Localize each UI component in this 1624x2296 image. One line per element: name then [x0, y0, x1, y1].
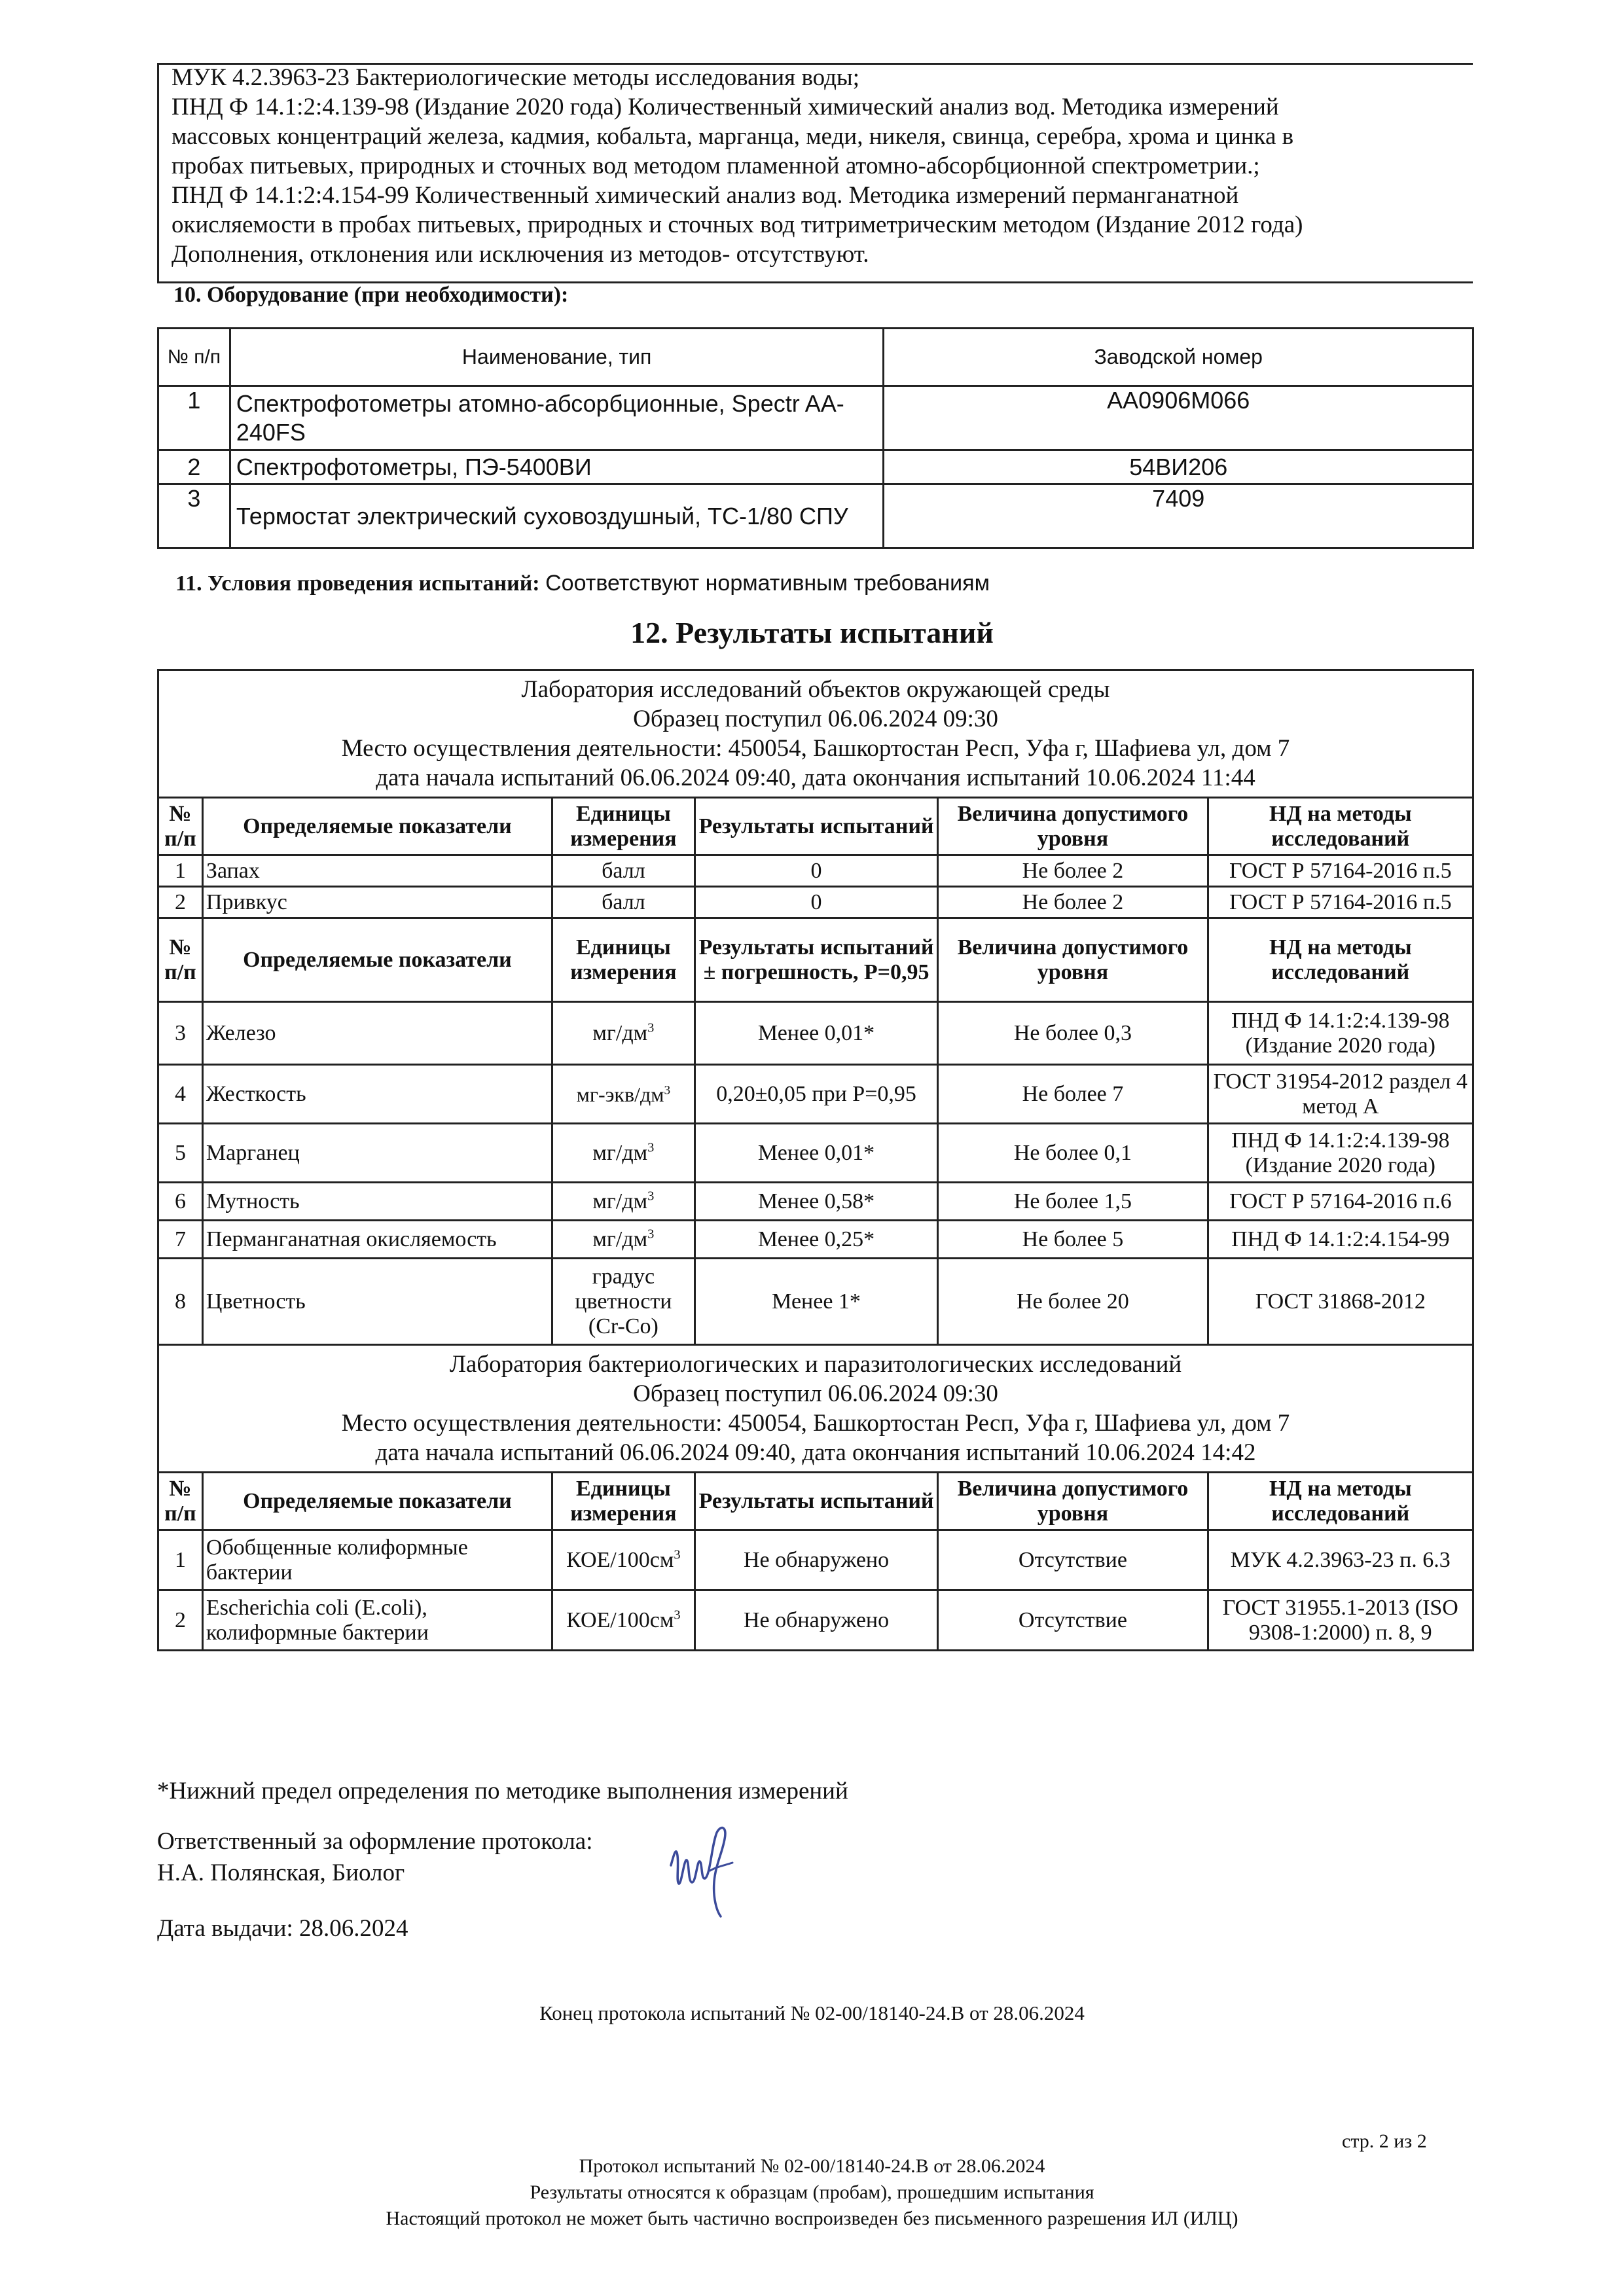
col-limit: Величина допустимого уровня — [938, 798, 1208, 855]
responsible-person: Н.А. Полянская, Биолог — [157, 1859, 405, 1886]
col-units: Единицы измерения — [552, 798, 695, 855]
row-nd: ГОСТ 31868-2012 — [1208, 1259, 1473, 1345]
row-num: 4 — [158, 1065, 203, 1124]
col-units: Единицы измерения — [552, 1473, 695, 1530]
col-limit: Величина допустимого уровня — [938, 918, 1208, 1002]
conditions-value: Соответствуют нормативным требованиям — [545, 571, 990, 596]
equipment-row — [158, 484, 1473, 548]
methods-line: массовых концентраций железа, кадмия, кобальта, марганца, меди, никеля, свинца, серебра, хрома и цинка в — [171, 123, 1294, 150]
row-limit: Не более 7 — [938, 1065, 1208, 1124]
methods-line: пробах питьевых, природных и сточных вод методом пламенной атомно-абсорбционной спектрометрии.; — [171, 152, 1260, 179]
end-of-protocol: Конец протокола испытаний № 02-00/18140-24.В от 28.06.2024 — [539, 2001, 1085, 2024]
col-num: № п/п — [158, 1473, 203, 1530]
methods-line: ПНД Ф 14.1:2:4.154-99 Количественный химический анализ вод. Методика измерений перманганатной — [171, 182, 1239, 209]
equipment-serial: 54ВИ206 — [884, 450, 1473, 484]
row-num: 2 — [158, 1590, 203, 1651]
conditions-label: 11. Условия проведения испытаний: — [175, 571, 540, 596]
row-limit: Не более 2 — [938, 855, 1208, 887]
row-nd: ГОСТ Р 57164-2016 п.5 — [1208, 887, 1473, 918]
col-indicator: Определяемые показатели — [202, 1473, 552, 1530]
col-result: Результаты испытаний — [695, 798, 937, 855]
lab1-info — [158, 670, 1473, 798]
page-number: стр. 2 из 2 — [1342, 2130, 1427, 2152]
methods-line: ПНД Ф 14.1:2:4.139-98 (Издание 2020 года) Количественный химический анализ вод. Методика измерений — [171, 94, 1279, 120]
row-num: 5 — [158, 1124, 203, 1183]
row-indicator: Цветность — [202, 1259, 552, 1345]
results-table — [157, 669, 1474, 1651]
responsible-block — [157, 1826, 593, 1889]
col-limit: Величина допустимого уровня — [938, 1473, 1208, 1530]
col-num: № п/п — [158, 918, 203, 1002]
row-units: $мг/дм^3$ — [552, 1124, 695, 1183]
row-units: $мг/дм^3$ — [552, 1183, 695, 1221]
row-nd: МУК 4.2.3963-23 п. 6.3 — [1208, 1530, 1473, 1590]
lab1-name: Лаборатория исследований объектов окружающей среды — [521, 676, 1110, 703]
row-indicator: Привкус — [202, 887, 552, 918]
row-limit: Не более 20 — [938, 1259, 1208, 1345]
signature-icon — [664, 1820, 743, 1924]
row-indicator: Обобщенные колиформные бактерии — [202, 1530, 552, 1590]
row-nd: ПНД Ф 14.1:2:4.139-98 (Издание 2020 года) — [1208, 1124, 1473, 1183]
responsible-label: Ответственный за оформление протокола: — [157, 1828, 593, 1855]
table-row — [158, 1221, 1473, 1259]
methods-left-rule — [157, 63, 159, 283]
footnote: *Нижний предел определения по методике выполнения измерений — [157, 1778, 848, 1804]
equipment-header-row — [158, 329, 1473, 386]
methods-line: Дополнения, отклонения или исключения из методов- отсутствуют. — [171, 241, 869, 268]
footer-line: Результаты относятся к образцам (пробам), прошедшим испытания — [530, 2181, 1094, 2203]
row-units: балл — [552, 855, 695, 887]
row-indicator: Мутность — [202, 1183, 552, 1221]
row-num: 6 — [158, 1183, 203, 1221]
table-row — [158, 1065, 1473, 1124]
col-indicator: Определяемые показатели — [202, 798, 552, 855]
page-footer — [0, 2153, 1624, 2232]
row-units: $мг/дм^3$ — [552, 1002, 695, 1065]
equipment-col-num: № п/п — [158, 329, 230, 386]
lab2-info-row — [158, 1345, 1473, 1473]
row-nd: ГОСТ 31955.1-2013 (ISO 9308-1:2000) п. 8, 9 — [1208, 1590, 1473, 1651]
row-indicator: Перманганатная окисляемость — [202, 1221, 552, 1259]
row-limit: Не более 5 — [938, 1221, 1208, 1259]
equipment-serial: AA0906M066 — [884, 386, 1473, 450]
issue-date: Дата выдачи: 28.06.2024 — [157, 1915, 408, 1942]
row-nd: ГОСТ Р 57164-2016 п.5 — [1208, 855, 1473, 887]
row-result: Менее 0,25* — [695, 1221, 937, 1259]
equipment-serial: 7409 — [884, 484, 1473, 548]
equipment-num: 3 — [158, 484, 230, 548]
col-indicator: Определяемые показатели — [202, 918, 552, 1002]
col-result: Результаты испытаний — [695, 1473, 937, 1530]
table-row — [158, 1530, 1473, 1590]
row-result: Менее 0,58* — [695, 1183, 937, 1221]
lab1-dates: дата начала испытаний 06.06.2024 09:40, дата окончания испытаний 10.06.2024 11:44 — [376, 764, 1255, 791]
table-row — [158, 1590, 1473, 1651]
row-result: Менее 0,01* — [695, 1002, 937, 1065]
row-units: КОЕ/$100см^3$ — [552, 1590, 695, 1651]
table-row — [158, 887, 1473, 918]
col-num: № п/п — [158, 798, 203, 855]
results-title: 12. Результаты испытаний — [630, 616, 994, 649]
row-result: Менее 1* — [695, 1259, 937, 1345]
table-row — [158, 855, 1473, 887]
row-units: $мг-экв/дм^3$ — [552, 1065, 695, 1124]
equipment-row — [158, 450, 1473, 484]
row-limit: Не более 1,5 — [938, 1183, 1208, 1221]
equipment-name: Спектрофотометры, ПЭ-5400ВИ — [230, 450, 884, 484]
row-units: балл — [552, 887, 695, 918]
lab1-info-row — [158, 670, 1473, 798]
row-indicator: Марганец — [202, 1124, 552, 1183]
col-units: Единицы измерения — [552, 918, 695, 1002]
equipment-heading: 10. Оборудование (при необходимости): — [173, 283, 569, 307]
row-indicator: Запах — [202, 855, 552, 887]
row-indicator: Escherichia coli (E.coli), колиформные бактерии — [202, 1590, 552, 1651]
equipment-col-name: Наименование, тип — [230, 329, 884, 386]
row-result: Не обнаружено — [695, 1530, 937, 1590]
lab2-name: Лаборатория бактериологических и паразитологических исследований — [449, 1351, 1182, 1378]
row-units: КОЕ/$100см^3$ — [552, 1530, 695, 1590]
row-indicator: Жесткость — [202, 1065, 552, 1124]
results-header-row — [158, 798, 1473, 855]
methods-line: МУК 4.2.3963-23 Бактериологические методы исследования воды; — [171, 64, 860, 91]
col-nd: НД на методы исследований — [1208, 798, 1473, 855]
equipment-name: Термостат электрический суховоздушный, ТС-1/80 СПУ — [230, 484, 884, 548]
footer-line: Протокол испытаний № 02-00/18140-24.В от 28.06.2024 — [579, 2155, 1045, 2177]
row-units: градус цветности (Cr-Co) — [552, 1259, 695, 1345]
row-nd: ПНД Ф 14.1:2:4.154-99 — [1208, 1221, 1473, 1259]
table-row — [158, 1183, 1473, 1221]
table-row — [158, 1259, 1473, 1345]
row-limit: Не более 0,3 — [938, 1002, 1208, 1065]
methods-list — [171, 63, 1474, 269]
lab2-received: Образец поступил 06.06.2024 09:30 — [633, 1380, 998, 1407]
results-header-row — [158, 1473, 1473, 1530]
row-result: 0 — [695, 887, 937, 918]
row-num: 2 — [158, 887, 203, 918]
lab2-dates: дата начала испытаний 06.06.2024 09:40, дата окончания испытаний 10.06.2024 14:42 — [375, 1439, 1256, 1466]
col-nd: НД на методы исследований — [1208, 918, 1473, 1002]
equipment-num: 2 — [158, 450, 230, 484]
row-result: 0 — [695, 855, 937, 887]
row-limit: Отсутствие — [938, 1590, 1208, 1651]
lab1-received: Образец поступил 06.06.2024 09:30 — [633, 706, 998, 732]
row-units: $мг/дм^3$ — [552, 1221, 695, 1259]
row-num: 1 — [158, 855, 203, 887]
lab1-place: Место осуществления деятельности: 450054, Башкортостан Респ, Уфа г, Шафиева ул, дом 7 — [341, 735, 1290, 762]
row-num: 1 — [158, 1530, 203, 1590]
row-nd: ПНД Ф 14.1:2:4.139-98 (Издание 2020 года) — [1208, 1002, 1473, 1065]
results-header-row — [158, 918, 1473, 1002]
equipment-num: 1 — [158, 386, 230, 450]
equipment-row — [158, 386, 1473, 450]
row-num: 7 — [158, 1221, 203, 1259]
row-limit: Отсутствие — [938, 1530, 1208, 1590]
row-nd: ГОСТ 31954-2012 раздел 4 метод А — [1208, 1065, 1473, 1124]
row-indicator: Железо — [202, 1002, 552, 1065]
row-nd: ГОСТ Р 57164-2016 п.6 — [1208, 1183, 1473, 1221]
table-row — [158, 1002, 1473, 1065]
row-limit: Не более 2 — [938, 887, 1208, 918]
col-result-err: Результаты испытаний ± погрешность, Р=0,95 — [695, 918, 937, 1002]
conditions-line — [175, 571, 990, 596]
row-result: Не обнаружено — [695, 1590, 937, 1651]
row-result: Менее 0,01* — [695, 1124, 937, 1183]
row-result: 0,20±0,05 при Р=0,95 — [695, 1065, 937, 1124]
row-limit: Не более 0,1 — [938, 1124, 1208, 1183]
row-num: 8 — [158, 1259, 203, 1345]
methods-line: окисляемости в пробах питьевых, природных и сточных вод титриметрическим методом (Издание 2012 года) — [171, 211, 1303, 238]
lab2-place: Место осуществления деятельности: 450054, Башкортостан Респ, Уфа г, Шафиева ул, дом 7 — [341, 1410, 1290, 1437]
lab2-info — [158, 1345, 1473, 1473]
equipment-name: Спектрофотометры атомно-абсорбционные, Spectr AA-240FS — [230, 386, 884, 450]
equipment-col-serial: Заводской номер — [884, 329, 1473, 386]
row-num: 3 — [158, 1002, 203, 1065]
table-row — [158, 1124, 1473, 1183]
col-nd: НД на методы исследований — [1208, 1473, 1473, 1530]
footer-line: Настоящий протокол не может быть частично воспроизведен без письменного разрешения ИЛ (ИЛЦ) — [386, 2208, 1238, 2229]
equipment-table — [157, 327, 1474, 549]
